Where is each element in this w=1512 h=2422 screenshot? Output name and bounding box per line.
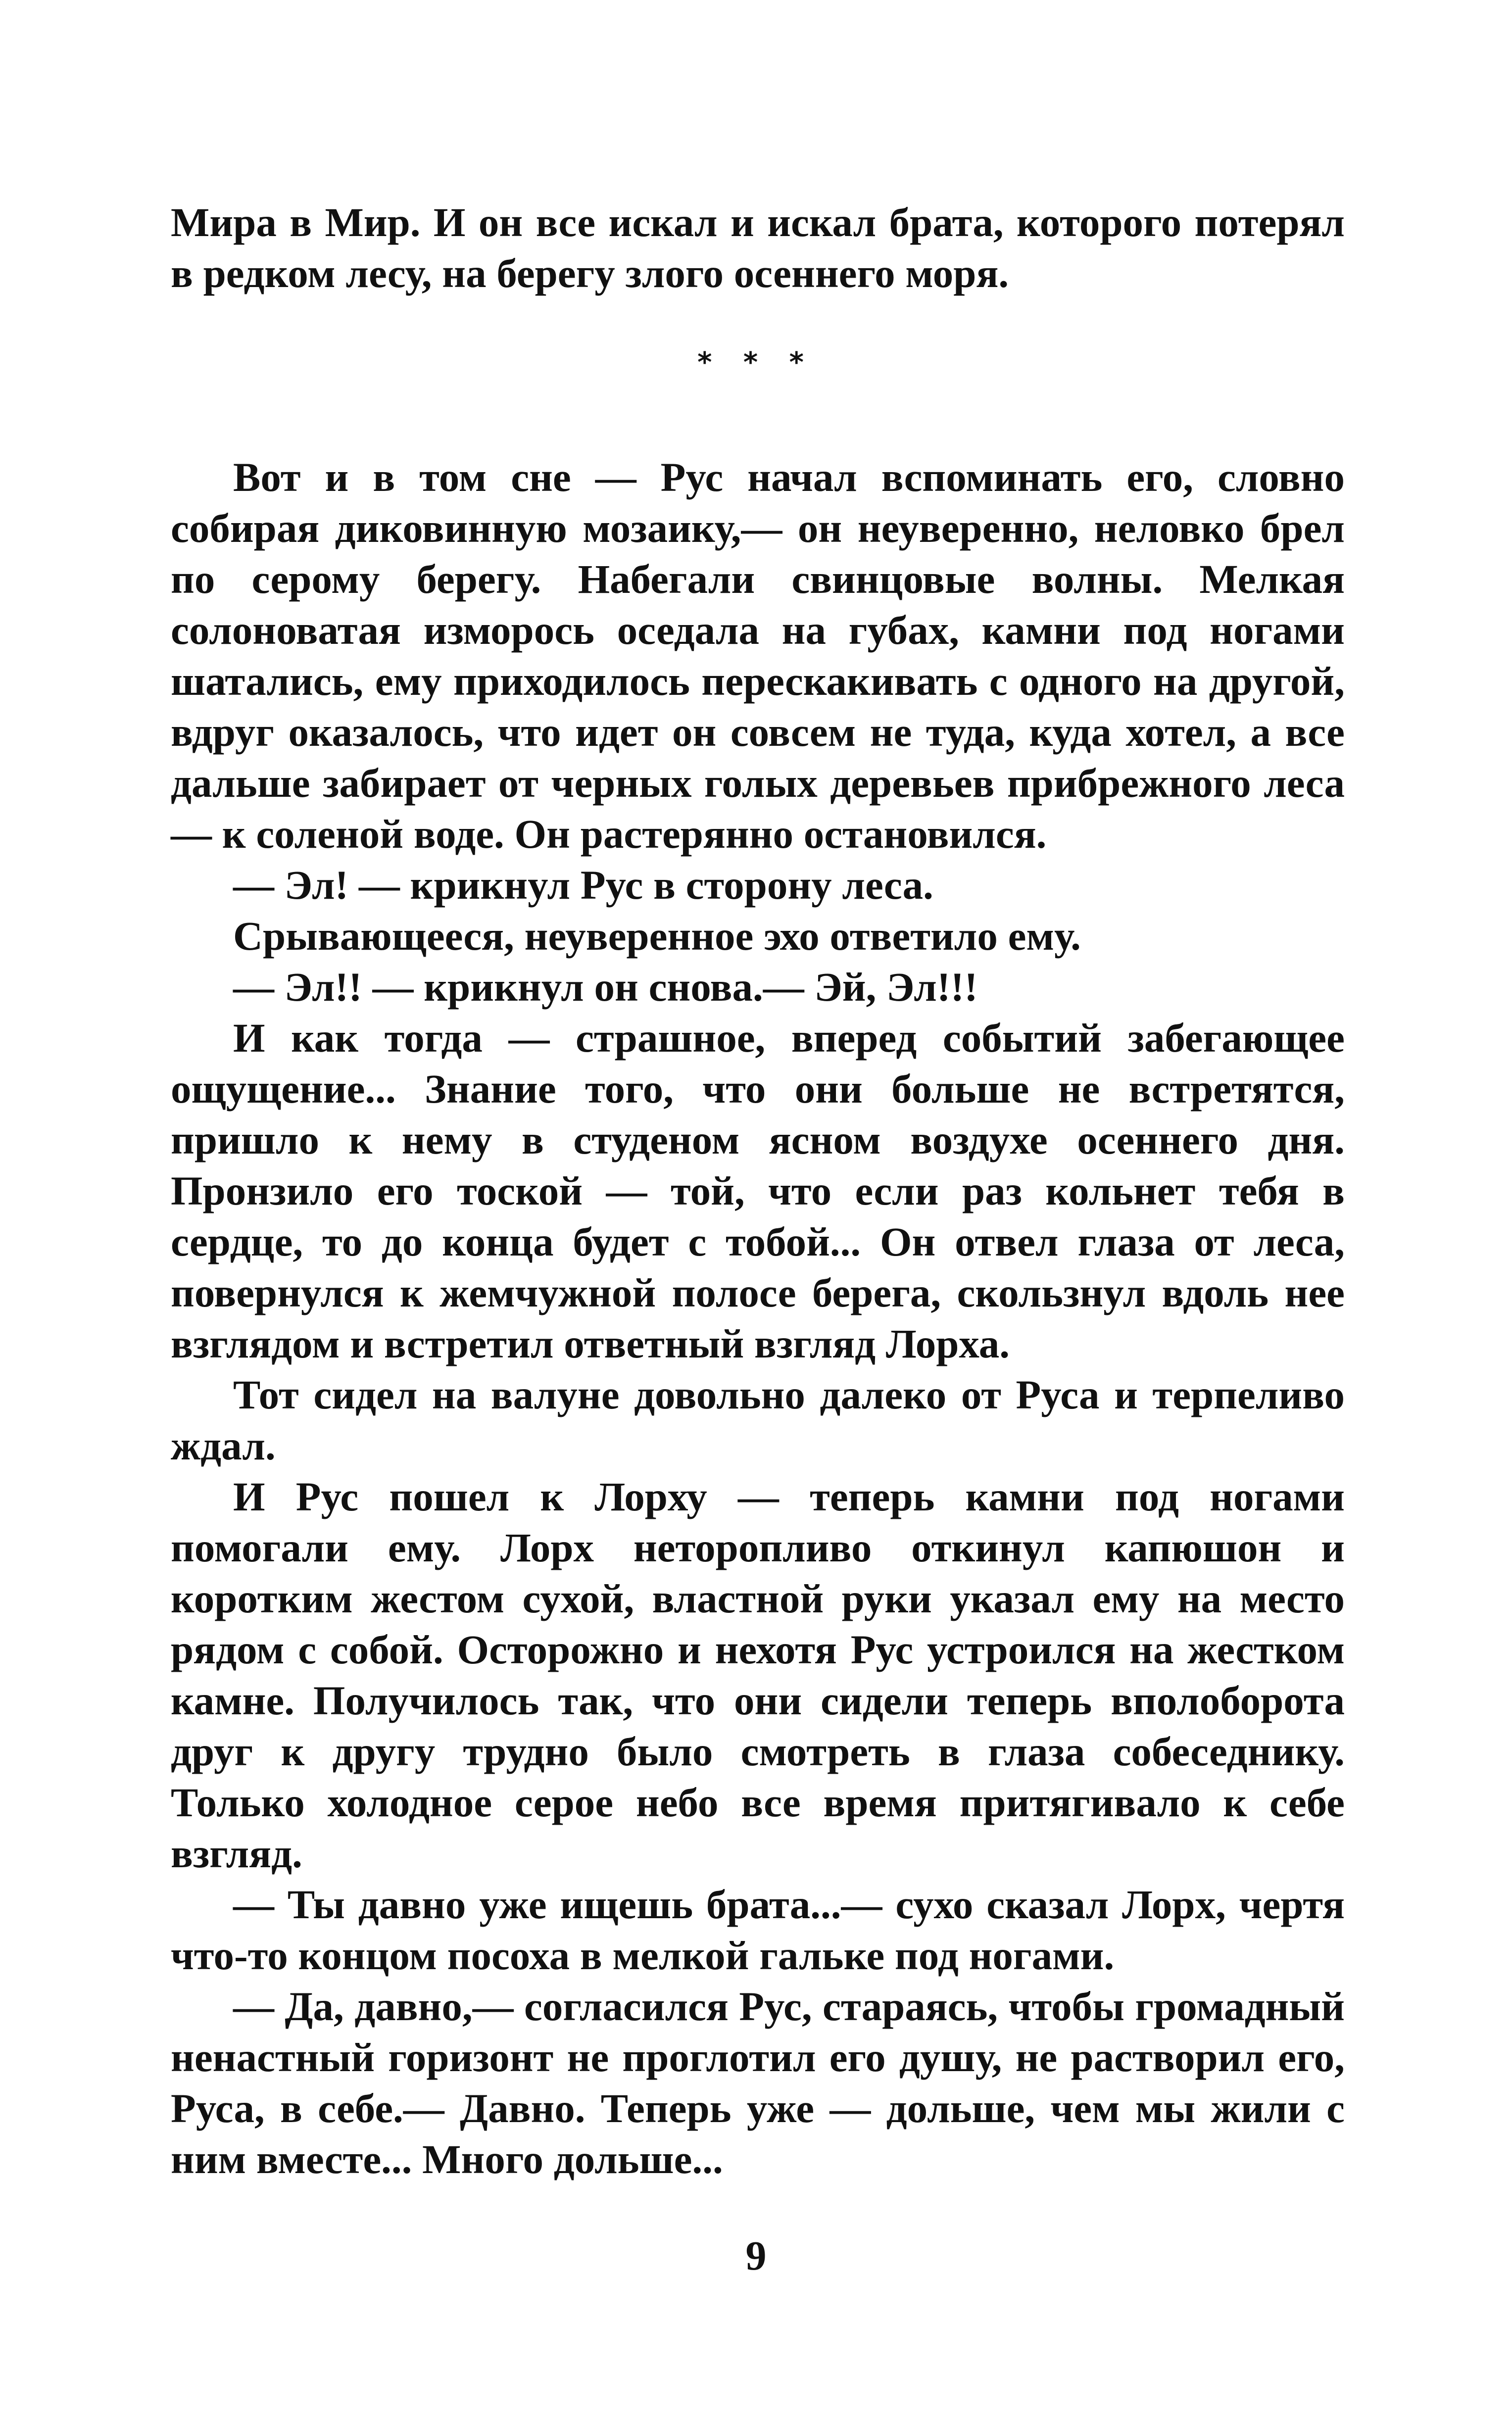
paragraph: — Да, давно,— согласился Рус, стараясь, чтобы громадный ненастный горизонт не проглотил его душу, не растворил его, Руса, в себе.— Давно. Теперь уже — дольше, чем мы жили с ним вместе... Много дольше... [171, 1984, 1345, 2182]
main-text-block [171, 452, 1345, 2185]
opening-text-block [171, 197, 1345, 299]
section-separator: * * * [697, 346, 815, 379]
paragraph: Тот сидел на валуне довольно далеко от Руса и терпеливо ждал. [171, 1372, 1345, 1468]
page-number: 9 [745, 2233, 767, 2279]
paragraph: Срывающееся, неуверенное эхо ответило ему. [233, 913, 1081, 959]
paragraph: Вот и в том сне — Рус начал вспоминать его, словно собирая диковинную мозаику,— он неуверенно, неловко брел по серому берегу. Набегали свинцовые волны. Мелкая солоноватая изморось оседала на губах, камни под ногами шатались, ему приходилось перескакивать с одного на другой, вдруг оказалось, что идет он совсем не туда, куда хотел, а все дальше забирает от черных голых деревьев прибрежного леса — к соленой воде. Он растерянно остановился. [171, 454, 1345, 857]
paragraph: — Эл!! — крикнул он снова.— Эй, Эл!!! [233, 964, 978, 1010]
paragraph: И Рус пошел к Лорху — теперь камни под ногами помогали ему. Лорх неторопливо откинул капюшон и коротким жестом сухой, властной руки указал ему на место рядом с собой. Осторожно и нехотя Рус устроился на жестком камне. Получилось так, что они сидели теперь вполоборота друг к другу трудно было смотреть в глаза собеседнику. Только холодное серое небо все время притягивало к себе взгляд. [171, 1474, 1345, 1876]
paragraph: — Ты давно уже ищешь брата...— сухо сказал Лорх, чертя что-то концом посоха в мелкой гальке под ногами. [171, 1882, 1345, 1978]
paragraph: И как тогда — страшное, вперед событий забегающее ощущение... Знание того, что они больше не встретятся, пришло к нему в студеном ясном воздухе осеннего дня. Пронзило его тоской — той, что если раз кольнет тебя в сердце, то до конца будет с тобой... Он отвел глаза от леса, повернулся к жемчужной полосе берега, скользнул вдоль нее взглядом и встретил ответный взгляд Лорха. [171, 1015, 1345, 1366]
paragraph: — Эл! — крикнул Рус в сторону леса. [233, 862, 933, 908]
opening-paragraph: Мира в Мир. И он все искал и искал брата, которого потерял в редком лесу, на берегу злого осеннего моря. [171, 199, 1345, 296]
